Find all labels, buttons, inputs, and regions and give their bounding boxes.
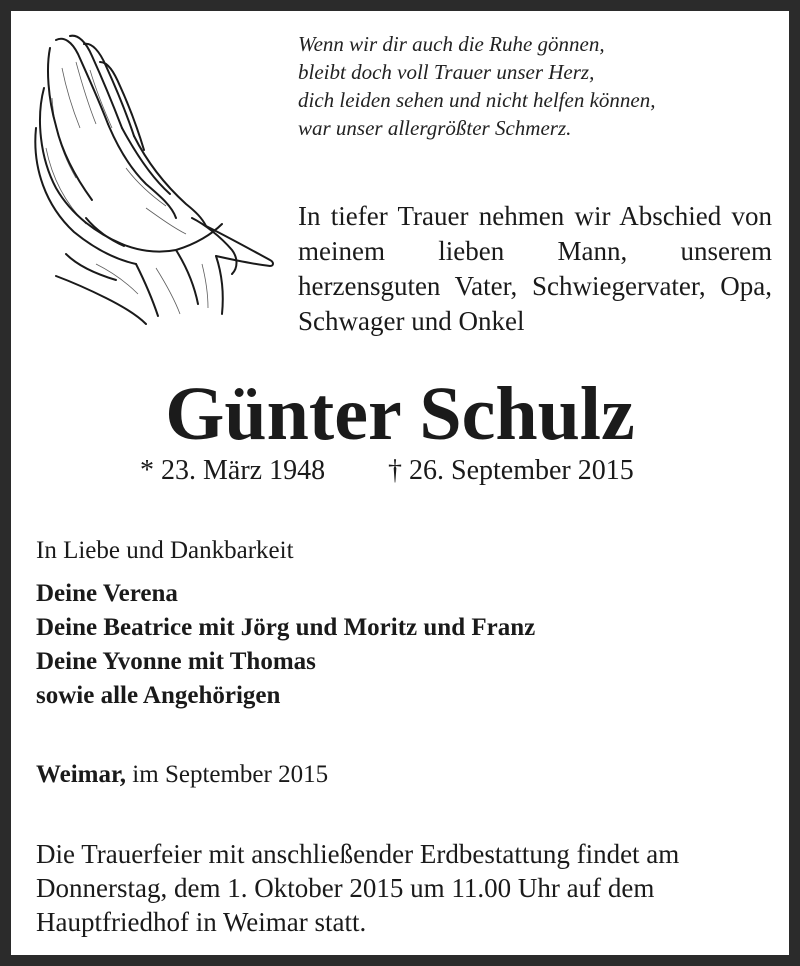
life-dates [0, 453, 800, 489]
poem [298, 30, 768, 142]
family-member: sowie alle Angehörigen [36, 682, 281, 709]
family-list [36, 577, 535, 713]
funeral-line: Die Trauerfeier mit anschließender Erdbestattung findet am [36, 839, 680, 869]
place-date [36, 758, 328, 792]
poem-line: bleibt doch voll Trauer unser Herz, [298, 60, 595, 84]
place-month: im September 2015 [132, 761, 329, 788]
birth-date: * 23. März 1948 [140, 455, 326, 486]
funeral-info [36, 837, 771, 939]
family-member: Deine Beatrice mit Jörg und Moritz und Franz [36, 614, 536, 641]
closing-phrase: In Liebe und Dankbarkeit [36, 537, 294, 564]
poem-line: war unser allergrößter Schmerz. [298, 116, 572, 140]
death-date: † 26. September 2015 [388, 455, 634, 486]
intro-text: In tiefer Trauer nehmen wir Abschied von meinem lieben Mann, unserem herzensguten Vater, Schwiegervater, Opa, Schwager und Onkel [298, 201, 772, 336]
poem-line: dich leiden sehen und nicht helfen können, [298, 88, 656, 112]
deceased-name: Günter Schulz [165, 372, 635, 456]
place-city: Weimar, [36, 761, 127, 788]
family-member: Deine Verena [36, 580, 178, 607]
funeral-line: Donnerstag, dem 1. Oktober 2015 um 11.00 Uhr auf dem [36, 873, 655, 903]
praying-hands-icon [26, 28, 280, 338]
funeral-line: Hauptfriedhof in Weimar statt. [36, 907, 367, 937]
poem-line: Wenn wir dir auch die Ruhe gönnen, [298, 32, 605, 56]
family-member: Deine Yvonne mit Thomas [36, 648, 316, 675]
